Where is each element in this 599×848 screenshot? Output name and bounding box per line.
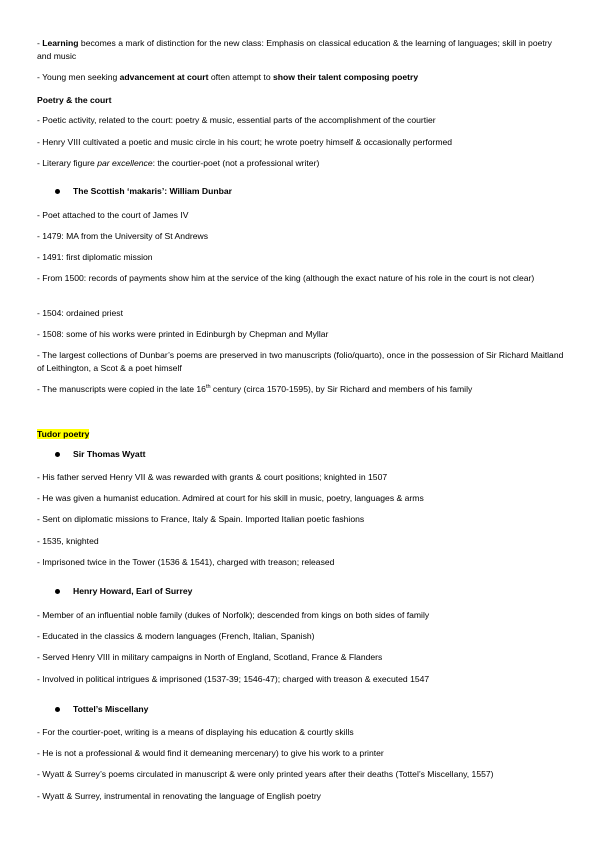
paragraph-wyatt-2: - He was given a humanist education. Admired at court for his skill in music, poetry, languages & arms: [37, 493, 424, 503]
paragraph-surrey-2: - Educated in the classics & modern languages (French, Italian, Spanish): [37, 631, 315, 641]
paragraph-dunbar-3: - 1491: first diplomatic mission: [37, 252, 153, 262]
paragraph-wyatt-1: - His father served Henry VII & was rewarded with grants & court positions; knighted in 1507: [37, 472, 388, 482]
heading-wyatt: Sir Thomas Wyatt: [73, 449, 146, 459]
paragraph-dunbar-1: - Poet attached to the court of James IV: [37, 210, 189, 220]
bullet-surrey: [55, 586, 192, 596]
heading-tudor-poetry: Tudor poetry: [37, 429, 90, 439]
paragraph-surrey-4: - Involved in political intrigues & imprisoned (1537-39; 1546-47); charged with treason & executed 1547: [37, 674, 430, 684]
paragraph-tottel-4: - Wyatt & Surrey, instrumental in renovating the language of English poetry: [37, 791, 321, 801]
paragraph-surrey-1: - Member of an influential noble family (dukes of Norfolk); descended from kings on both sides of family: [37, 610, 430, 620]
bullet-icon: [55, 452, 60, 457]
heading-poetry-court: Poetry & the court: [37, 95, 112, 105]
paragraph-advancement: - Young men seeking advancement at court often attempt to show their talent composing poetry: [37, 72, 419, 82]
paragraph-dunbar-7: - The largest collections of Dunbar’s poems are preserved in two manuscripts (folio/quarto), once in the possession of Sir Richard Maitland of Leithington, a Scot & a poet himself: [37, 350, 564, 373]
paragraph-surrey-3: - Served Henry VIII in military campaigns in North of England, Scotland, France & Flanders: [37, 652, 383, 662]
paragraph-literary-figure: - Literary figure par excellence: the courtier-poet (not a professional writer): [37, 158, 320, 168]
paragraph-poetic-activity: - Poetic activity, related to the court: poetry & music, essential parts of the accomplishment of the courtier: [37, 115, 436, 125]
paragraph-dunbar-4: - From 1500: records of payments show him at the service of the king (although the exact nature of his role in the court is not clear): [37, 273, 535, 283]
bullet-icon: [55, 589, 60, 594]
heading-dunbar: The Scottish ‘makaris’: William Dunbar: [73, 186, 232, 196]
paragraph-learning: - Learning becomes a mark of distinction for the new class: Emphasis on classical education & the learning of languages; skill in poetry and music: [37, 38, 552, 61]
paragraph-dunbar-2: - 1479: MA from the University of St Andrews: [37, 231, 208, 241]
paragraph-wyatt-4: - 1535, knighted: [37, 536, 99, 546]
paragraph-tottel-1: - For the courtier-poet, writing is a means of displaying his education & courtly skills: [37, 727, 354, 737]
heading-surrey: Henry Howard, Earl of Surrey: [73, 586, 193, 596]
bullet-wyatt: [55, 449, 145, 459]
paragraph-henry-viii: - Henry VIII cultivated a poetic and music circle in his court; he wrote poetry himself & occasionally performed: [37, 137, 453, 147]
paragraph-tottel-3: - Wyatt & Surrey’s poems circulated in manuscript & were only printed years after their deaths (Tottel’s Miscellany, 1557): [37, 769, 494, 779]
paragraph-wyatt-5: - Imprisoned twice in the Tower (1536 & 1541), charged with treason; released: [37, 557, 335, 567]
bullet-tottel: [55, 704, 148, 714]
heading-tottel: Tottel’s Miscellany: [73, 704, 149, 714]
paragraph-dunbar-manuscripts: - The manuscripts were copied in the late 16th century (circa 1570-1595), by Sir Richard and members of his family: [37, 384, 473, 394]
bullet-icon: [55, 189, 60, 194]
paragraph-wyatt-3: - Sent on diplomatic missions to France, Italy & Spain. Imported Italian poetic fashions: [37, 514, 365, 524]
paragraph-dunbar-5: - 1504: ordained priest: [37, 308, 123, 318]
paragraph-dunbar-6: - 1508: some of his works were printed in Edinburgh by Chepman and Myllar: [37, 329, 329, 339]
paragraph-tottel-2: - He is not a professional & would find it demeaning mercenary) to give his work to a printer: [37, 748, 384, 758]
bullet-icon: [55, 707, 60, 712]
bullet-dunbar: [55, 186, 232, 196]
